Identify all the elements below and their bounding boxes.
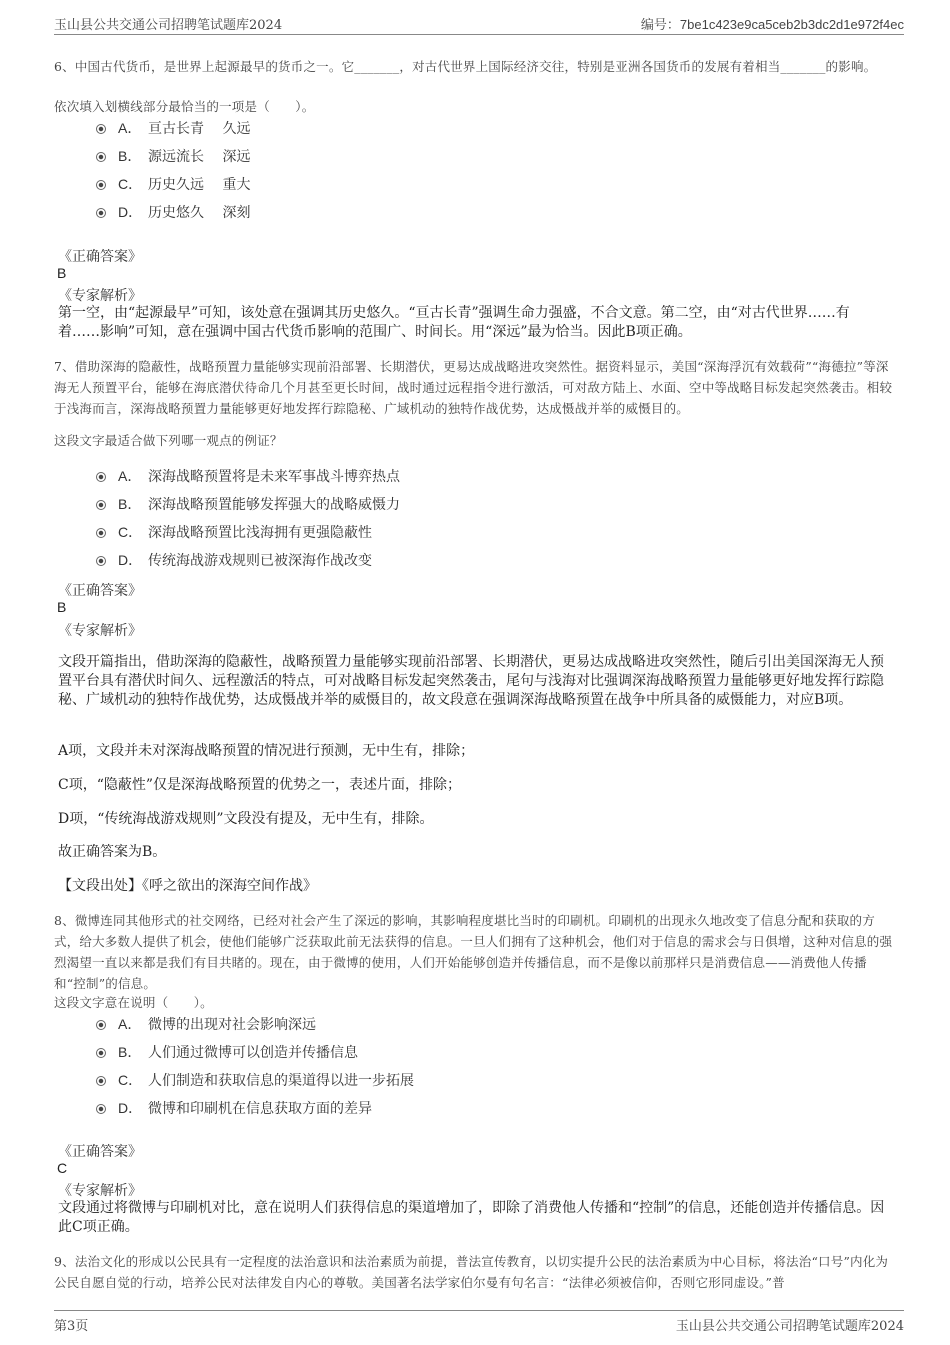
radio-icon[interactable] [96, 1076, 106, 1086]
q7-note-a: A项，文段并未对深海战略预置的情况进行预测，无中生有，排除； [58, 743, 475, 759]
q7-answer-label: 《正确答案》 [58, 583, 142, 599]
q7-conclusion: 故正确答案为B。 [58, 844, 167, 860]
q8-prompt: 这段文字意在说明（ ）。 [54, 995, 213, 1010]
header-code [641, 14, 904, 33]
q8-stem: 8、微博连同其他形式的社交网络，已经对社会产生了深远的影响，其影响程度堪比当时的印刷机。印刷机的出现永久地改变了信息分配和获取的方式，给大多数人提供了机会，使他们能够广泛获取此前无法获得的信息。一旦人们拥有了这种机会，他们对于信息的需求会与日俱增，这种对信息的强烈渴望一直以来都是我们有目共睹的。现在，由于微博的使用，人们开始能够创造并传播信息，而不是像以前那样只是消费信息——消费他人传播和“控制”的信息。 [54, 913, 893, 991]
q7-note-d: D项，“传统海战游戏规则”文段没有提及，无中生有，排除。 [58, 811, 434, 827]
page-header [54, 14, 904, 35]
q6-analysis-label: 《专家解析》 [58, 288, 142, 304]
radio-icon[interactable] [96, 180, 106, 190]
footer-title: 玉山县公共交通公司招聘笔试题库2024 [675, 1319, 904, 1334]
radio-icon[interactable] [96, 1020, 106, 1030]
q7-analysis: 文段开篇指出，借助深海的隐蔽性，战略预置力量能够实现前沿部署、长期潜伏，更易达成战略进攻突然性，随后引出美国深海无人预置平台具有潜伏时间久、远程激活的特点，可对战略目标发起突然袭击，尾句与浅海对比强调深海战略预置力量能够更好地发挥行踪隐秘、广域机动的独特作战优势，达成慑战并举的威慑目的，故文段意在强调深海战略预置在战争中所具备的威慑能力，对应B项。 [58, 654, 884, 708]
radio-icon[interactable] [96, 208, 106, 218]
q8-answer-label: 《正确答案》 [58, 1144, 142, 1160]
q7-note-c: C项，“隐蔽性”仅是深海战略预置的优势之一，表述片面，排除； [58, 777, 462, 793]
q6-answer: B [57, 265, 67, 281]
page-footer [54, 1310, 904, 1333]
q7-prompt: 这段文字最适合做下列哪一观点的例证？ [54, 433, 283, 448]
header-title: 玉山县公共交通公司招聘笔试题库2024 [54, 18, 283, 33]
header-code-label: 编号： [640, 18, 680, 33]
q7-stem: 7、借助深海的隐蔽性，战略预置力量能够实现前沿部署、长期潜伏，更易达成战略进攻突然性。据资料显示，美国“深海浮沉有效载荷”“海德拉”等深海无人预置平台，能够在海底潜伏待命几个月甚至更长时间，战时通过远程指令进行激活，可对敌方陆上、水面、空中等战略目标发起突然袭击。相较于浅海而言，深海战略预置力量能够更好地发挥行踪隐秘、广域机动的独特作战优势，达成慑战并举的威慑目的。 [54, 359, 893, 416]
footer-page: 第3页 [54, 1319, 89, 1334]
q6-stem: 6、中国古代货币，是世界上起源最早的货币之一。它_______，对古代世界上国际经济交往，特别是亚洲各国货币的发展有着相当_______的影响。 [54, 59, 877, 74]
q7-answer: B [57, 599, 67, 615]
header-code-value: 7be1c423e9ca5ceb2b3dc2d1e972f4ec [679, 17, 904, 32]
radio-icon[interactable] [96, 472, 106, 482]
q7-analysis-label: 《专家解析》 [58, 623, 142, 639]
q8-answer: C [57, 1160, 68, 1176]
radio-icon[interactable] [96, 1048, 106, 1058]
radio-icon[interactable] [96, 152, 106, 162]
radio-icon[interactable] [96, 500, 106, 510]
q8-analysis-label: 《专家解析》 [58, 1183, 142, 1199]
radio-icon[interactable] [96, 528, 106, 538]
q6-answer-label: 《正确答案》 [58, 249, 142, 265]
radio-icon[interactable] [96, 1104, 106, 1114]
q7-source: 【文段出处】《呼之欲出的深海空间作战》 [58, 878, 317, 894]
q6-prompt: 依次填入划横线部分最恰当的一项是（ ）。 [54, 99, 315, 114]
q8-analysis: 文段通过将微博与印刷机对比，意在说明人们获得信息的渠道增加了，即除了消费他人传播和“控制”的信息，还能创造并传播信息。因此C项正确。 [58, 1200, 885, 1235]
radio-icon[interactable] [96, 124, 106, 134]
q6-analysis: 第一空，由“起源最早”可知，该处意在强调其历史悠久。“亘古长青”强调生命力强盛，不合文意。第二空，由“对古代世界……有着……影响”可知，意在强调中国古代货币影响的范围广、时间长。用“深远”最为恰当。因此B项正确。 [58, 305, 850, 340]
q9-stem: 9、法治文化的形成以公民具有一定程度的法治意识和法治素质为前提，普法宣传教育，以切实提升公民的法治素质为中心目标，将法治“口号”内化为公民自愿自觉的行动，培养公民对法律发自内心的尊敬。美国著名法学家伯尔曼有句名言：“法律必须被信仰，否则它形同虚设。”普 [54, 1254, 889, 1290]
radio-icon[interactable] [96, 556, 106, 566]
